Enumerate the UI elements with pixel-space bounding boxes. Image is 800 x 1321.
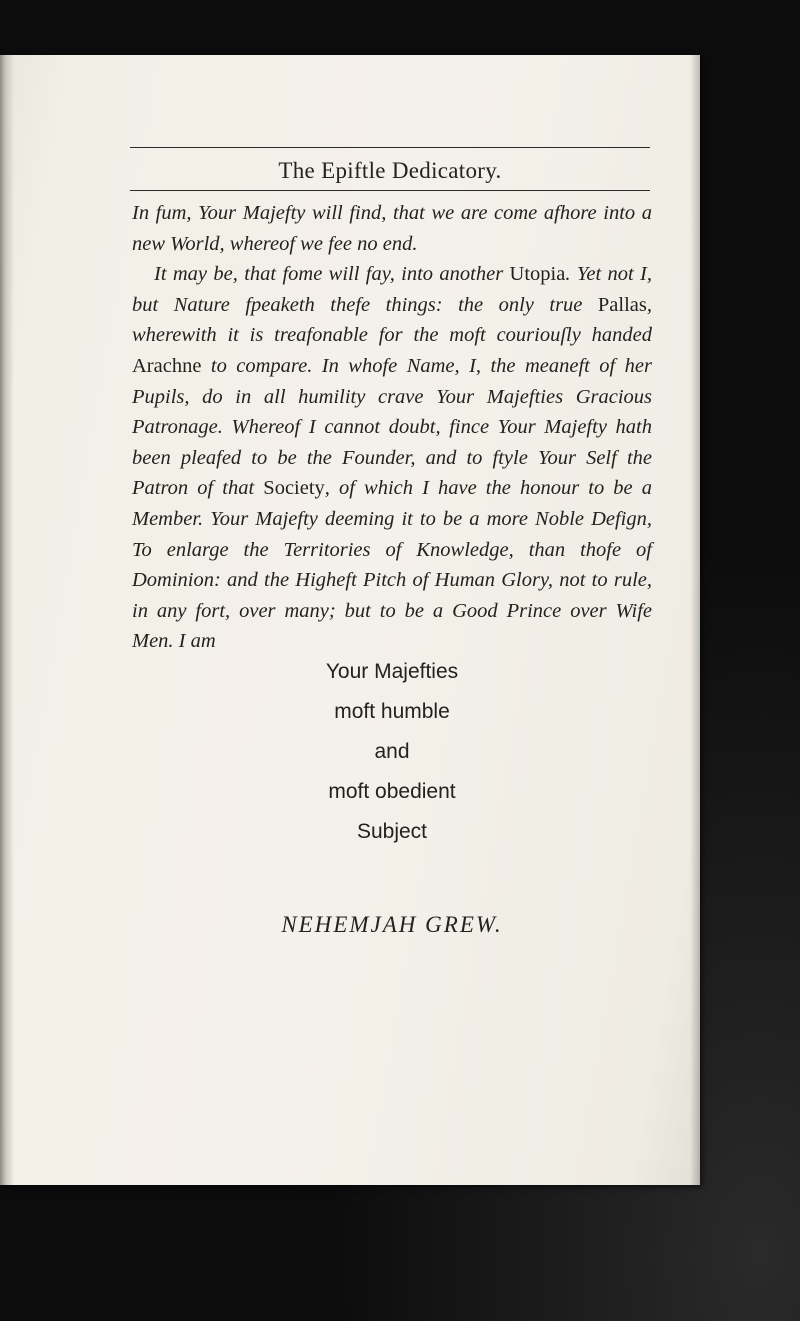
text-run: to compare. In whofe Name, I, the meaneft of her Pupils, do in all humility crave Your Majefties Gracious Patronage. Whereof I cannot doubt, fince Your Majefty hath been pleafed to be the Founder, and to ftyle Your Self the Patron of that	[132, 354, 652, 500]
paragraph-2	[132, 259, 652, 657]
text-run: , of which I have the honour to be a Member. Your Majefty deeming it to be a more Noble Defign, To enlarge the Territories of Knowledge, than thofe of Dominion: and the Higheft Pitch of Human Glory, not to rule, in any fort, over many; but to be a Good Prince over Wife Men. I am	[132, 477, 652, 653]
text-run: , wherewith it is treafonable for the moft couriouſly handed	[132, 293, 652, 347]
text-run-roman: Pallas	[597, 293, 647, 316]
header-rule-top	[130, 147, 650, 148]
header-rule-bottom	[130, 190, 650, 191]
author-signature: NEHEMJAH GREW.	[281, 912, 503, 937]
text-run: . Yet not I, but Nature fpeaketh thefe things: the only true	[132, 263, 652, 316]
text-run: It may be, that fome will fay, into another	[154, 263, 510, 286]
text-run: will find, that we are come afhore into a new World, whereof we fee no end.	[132, 202, 652, 255]
text-run-roman: Utopia	[509, 263, 566, 286]
text-run-roman: Society	[263, 477, 325, 500]
text-run-roman: Arachne	[132, 354, 202, 377]
closing-line-5: Subject	[356, 820, 428, 843]
closing-line-2: moft humble	[334, 700, 450, 723]
paragraph-1	[132, 198, 652, 259]
text-run: Majefty	[242, 202, 306, 224]
closing-line-4: moft obedient	[328, 780, 456, 803]
dedication-text	[132, 198, 652, 657]
closing-line-3: and	[374, 740, 410, 763]
text-run: In fum, Your	[132, 202, 243, 224]
running-header: The Epiftle Dedicatory.	[278, 158, 502, 183]
closing-line-1: Your Majefties	[325, 660, 459, 683]
